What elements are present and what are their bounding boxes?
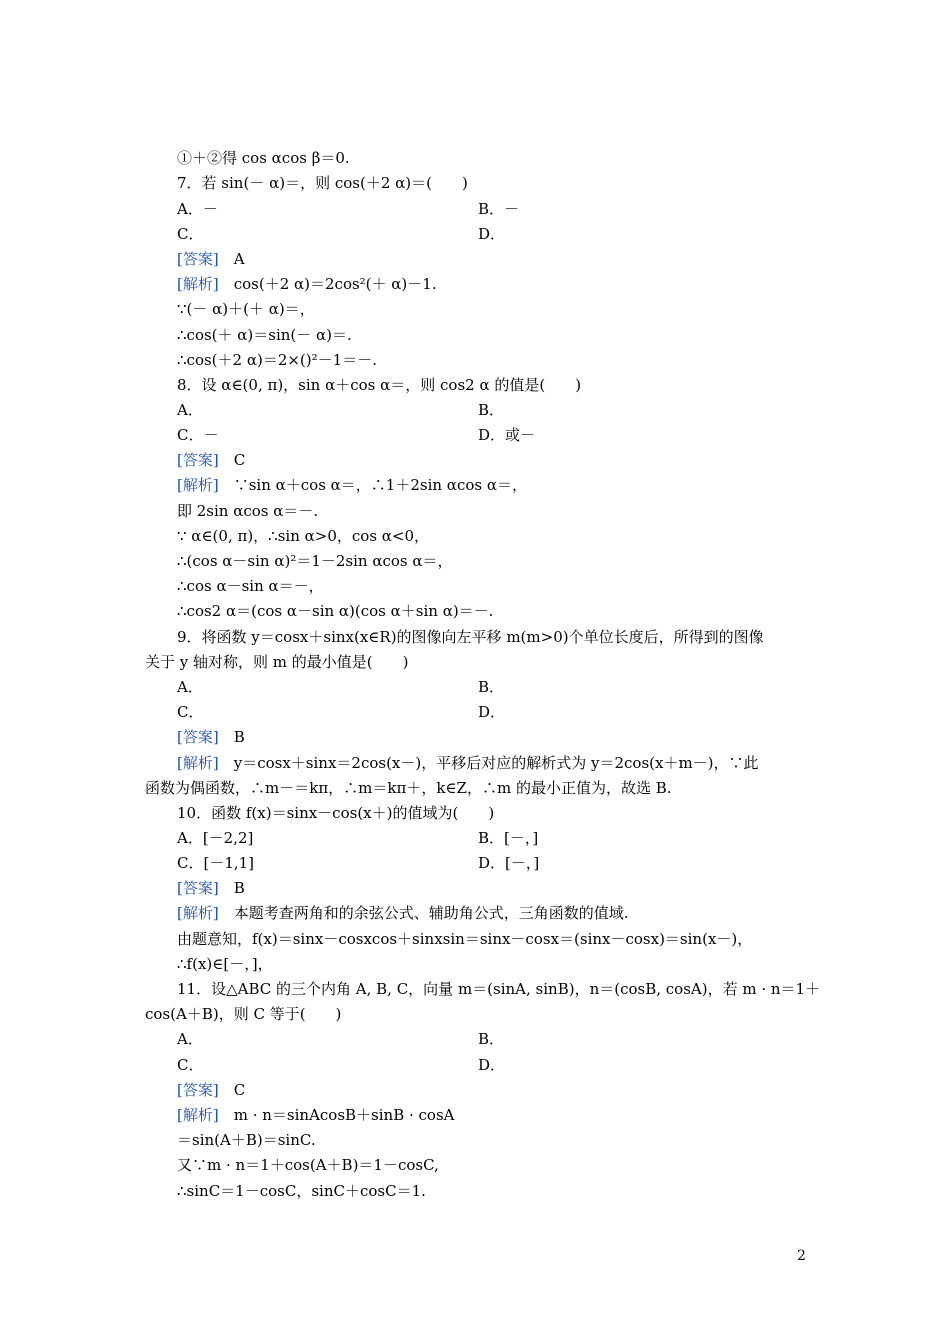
line-text: 又∵m · n＝1＋cos(A＋B)＝1－cosC,: [177, 1156, 439, 1174]
text-line: [478, 828, 538, 848]
answer-tag: [答案]: [177, 451, 219, 469]
line-text: D．: [478, 1056, 506, 1074]
text-line: [177, 853, 254, 873]
text-line: [177, 224, 203, 244]
line-text: y＝cosx＋sinx＝2cos(x－)，平移后对应的解析式为 y＝2cos(x＋m－)，∵此: [218, 754, 759, 772]
text-line: [177, 526, 429, 546]
line-text: D．[－，]: [478, 854, 540, 872]
text-line: [177, 954, 273, 974]
line-text: D．或－: [478, 426, 536, 444]
line-text: ∴(cos α－sin α)²＝1－2sin αcos α＝，: [177, 552, 453, 570]
line-text: ∴cos2 α＝(cos α－sin α)(cos α＋sin α)＝－.: [177, 602, 494, 620]
text-line: [478, 400, 504, 420]
line-text: A．: [177, 401, 203, 419]
line-text: 本题考查两角和的余弦公式、辅助角公式，三角函数的值域.: [218, 904, 629, 922]
text-line: [177, 400, 203, 420]
text-line: [478, 425, 535, 445]
line-text: ∴cos α－sin α＝－，: [177, 577, 324, 595]
answer-tag: [答案]: [177, 250, 219, 268]
text-line: [177, 1029, 203, 1049]
text-line: [177, 929, 752, 949]
answer-tag: [答案]: [177, 1081, 219, 1099]
text-line: [177, 325, 352, 345]
line-text: ∴f(x)∈[－，]，: [177, 955, 273, 973]
text-line: [478, 224, 505, 244]
line-text: A．[－2,2]: [177, 829, 254, 847]
line-text: 8．设 α∈(0, π)，sin α＋cos α＝，则 cos2 α 的值是( ): [177, 376, 582, 394]
text-line: [177, 753, 759, 773]
text-line: [177, 1105, 455, 1125]
answer-tag: [答案]: [177, 879, 219, 897]
line-text: B．: [478, 678, 505, 696]
line-text: ∵ α∈(0, π)，∴sin α>0，cos α<0，: [177, 527, 430, 545]
line-text: C．: [177, 703, 204, 721]
text-line: [177, 249, 245, 269]
text-line: [177, 828, 253, 848]
text-line: [478, 1029, 504, 1049]
line-text: B: [218, 728, 245, 746]
line-text: ∵(－ α)＋(＋ α)＝，: [177, 300, 315, 318]
line-text: 关于 y 轴对称，则 m 的最小值是( ): [145, 653, 409, 671]
line-text: 9．将函数 y＝cosx＋sinx(x∈R)的图像向左平移 m(m>0)个单位长度后，所得到的图像: [177, 628, 764, 646]
page-number: 2: [797, 1248, 806, 1264]
text-line: [177, 979, 820, 999]
line-text: D．: [478, 703, 506, 721]
line-text: A．: [177, 1030, 203, 1048]
text-line: [177, 1155, 439, 1175]
text-line: [177, 878, 245, 898]
answer-tag: [解析]: [177, 275, 219, 293]
answer-tag: [解析]: [177, 1106, 219, 1124]
text-line: [145, 652, 408, 672]
line-text: B．: [478, 1030, 505, 1048]
line-text: D．: [478, 225, 506, 243]
line-text: A．: [177, 678, 203, 696]
text-line: [177, 803, 494, 823]
text-line: [177, 299, 315, 319]
text-line: [177, 1080, 245, 1100]
text-line: [177, 1055, 203, 1075]
text-line: [478, 677, 504, 697]
line-text: C．－: [177, 426, 219, 444]
answer-tag: [解析]: [177, 476, 219, 494]
line-text: C: [218, 1081, 246, 1099]
line-text: ∴cos(＋2 α)＝2×()²－1＝－.: [177, 351, 377, 369]
text-line: [177, 551, 453, 571]
answer-tag: [答案]: [177, 728, 219, 746]
line-text: cos(A＋B)，则 C 等于( ): [145, 1005, 342, 1023]
text-line: [478, 853, 539, 873]
line-text: B．: [478, 401, 505, 419]
line-text: m · n＝sinAcosB＋sinB · cosA: [218, 1106, 455, 1124]
line-text: ∴sinC＝1－cosC，sinC＋cosC＝1.: [177, 1182, 426, 1200]
text-line: [177, 350, 377, 370]
text-line: [478, 199, 519, 219]
line-text: A．－: [177, 200, 218, 218]
line-text: 11．设△ABC 的三个内角 A, B, C，向量 m＝(sinA, sinB)，n＝(cosB, cosA)，若 m · n＝1＋: [177, 980, 821, 998]
text-line: [177, 375, 581, 395]
line-text: ∵sin α＋cos α＝，∴1＋2sin αcos α＝，: [218, 476, 527, 494]
text-line: [177, 727, 245, 747]
text-line: [177, 576, 324, 596]
text-line: [177, 173, 468, 193]
text-line: [177, 425, 218, 445]
text-line: [177, 274, 437, 294]
line-text: C．: [177, 1056, 204, 1074]
line-text: ＝sin(A＋B)＝sinC.: [177, 1131, 316, 1149]
text-line: [177, 501, 318, 521]
text-line: [145, 778, 672, 798]
text-line: [177, 702, 203, 722]
text-line: [177, 677, 203, 697]
line-text: B: [218, 879, 245, 897]
answer-tag: [解析]: [177, 754, 219, 772]
answer-tag: [解析]: [177, 904, 219, 922]
line-text: ∴cos(＋ α)＝sin(－ α)＝.: [177, 326, 352, 344]
text-line: [177, 199, 218, 219]
line-text: C．[－1,1]: [177, 854, 255, 872]
line-text: ①＋②得 cos αcos β＝0.: [177, 149, 350, 167]
text-line: [145, 1004, 341, 1024]
line-text: B．[－，]: [478, 829, 539, 847]
line-text: 7．若 sin(－ α)＝，则 cos(＋2 α)＝( ): [177, 174, 468, 192]
text-line: [478, 1055, 505, 1075]
text-line: [177, 148, 350, 168]
line-text: B．－: [478, 200, 520, 218]
line-text: A: [218, 250, 245, 268]
line-text: C: [218, 451, 246, 469]
line-text: C．: [177, 225, 204, 243]
text-line: [177, 1130, 316, 1150]
text-line: [177, 450, 245, 470]
line-text: 即 2sin αcos α＝－.: [177, 502, 319, 520]
line-text: 函数为偶函数，∴m－＝kπ，∴m＝kπ＋，k∈Z，∴m 的最小正值为，故选 B.: [145, 779, 672, 797]
text-line: [177, 1181, 426, 1201]
line-text: 由题意知，f(x)＝sinx－cosxcos＋sinxsin＝sinx－cosx＝(sinx－cosx)＝sin(x－)，: [177, 930, 753, 948]
text-line: [177, 601, 493, 621]
text-line: [478, 702, 505, 722]
text-line: [177, 903, 629, 923]
line-text: cos(＋2 α)＝2cos²(＋ α)－1.: [218, 275, 437, 293]
text-line: [177, 475, 527, 495]
line-text: 10．函数 f(x)＝sinx－cos(x＋)的值域为( ): [177, 804, 495, 822]
text-line: [177, 627, 764, 647]
